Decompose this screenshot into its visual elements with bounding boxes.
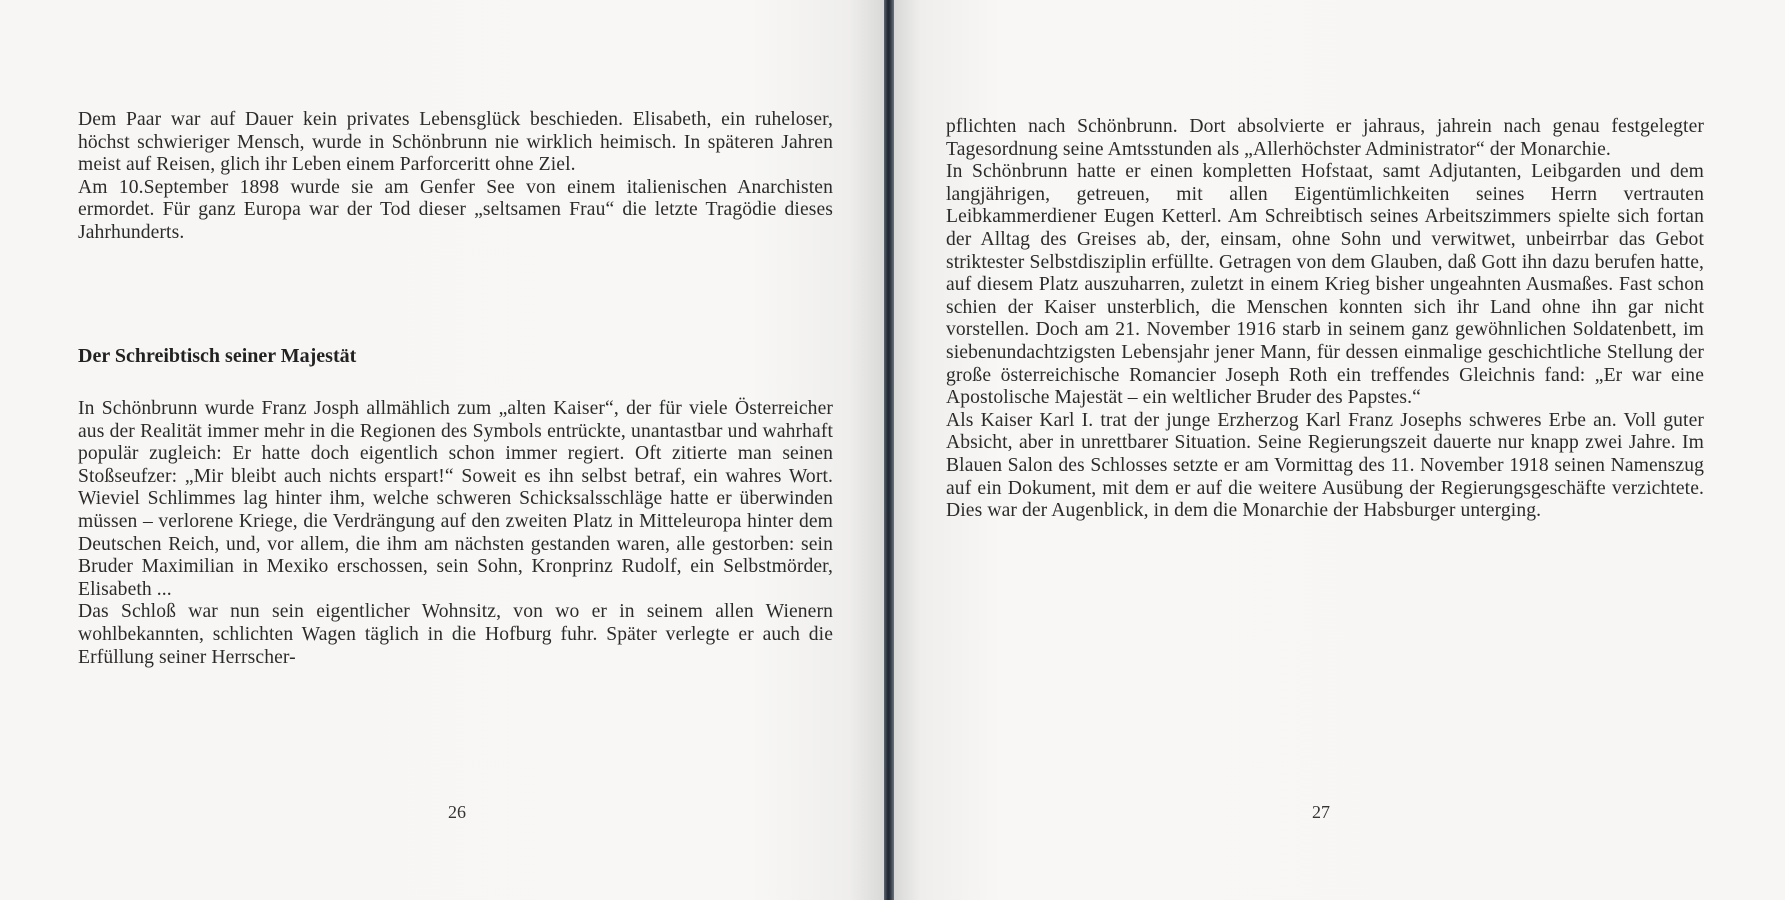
left-intro-text [78,109,833,245]
section-heading: Der Schreibtisch seiner Majestät [78,345,357,367]
book-spine [884,0,894,900]
left-paragraph-2: Am 10.September 1898 wurde sie am Genfer See von einem italienischen Anarchisten ermordet. Für ganz Europa war der Tod dieser „seltsamen Frau“ die letzte Tragödie dieses Jahrhunderts. [78,176,833,243]
left-paragraph-3: In Schönbrunn wurde Franz Josph allmählich zum „alten Kaiser“, der für viele Österreicher aus der Realität immer mehr in die Regionen des Symbols entrückte, unantastbar und wahrhaft populär zugleich: Er hatte doch eigentlich schon immer regiert. Oft zitierte man seinen Stoßseufzer: „Mir bleibt auch nichts erspart!“ Soweit es ihn selbst betraf, ein wahres Wort. Wieviel Schlimmes lag hinter ihm, welche schweren Schicksalsschläge hatte er überwinden müssen – verlorene Kriege, die Verdrängung auf den zweiten Platz in Mitteleuropa hinter dem Deutschen Reich, und, vor allem, die ihm am nächsten gestanden waren, alle gestorben: sein Bruder Maximilian in Mexiko erschossen, sein Sohn, Kronprinz Rudolf, ein Selbstmörder, Elisabeth ... [78,398,833,600]
page-number-right: 27 [1312,802,1330,822]
left-page [0,0,884,900]
right-text [946,116,1704,523]
right-paragraph-3: Als Kaiser Karl I. trat der junge Erzherzog Karl Franz Josephs schweres Erbe an. Voll guter Absicht, aber in unrettbarer Situation. Seine Regierungszeit dauerte nur knapp zwei Jahre. Im Blauen Salon des Schlosses setzte er am Vormittag des 11. November 1918 seinen Namenszug auf ein Dokument, mit dem er auf die weitere Ausübung der Regierungsgeschäfte verzichtete. Dies war der Augenblick, in dem die Monarchie der Habsburger unterging. [946,409,1704,522]
page-number-left: 26 [448,802,466,822]
left-paragraph-1: Dem Paar war auf Dauer kein privates Lebensglück beschieden. Elisabeth, ein ruheloser, höchst schwieriger Mensch, wurde in Schönbrunn nie wirklich heimisch. In späteren Jahren meist auf Reisen, glich ihr Leben einem Parforceritt ohne Ziel. [78,109,833,176]
left-section-text [78,398,833,669]
right-paragraph-1: pflichten nach Schönbrunn. Dort absolvierte er jahraus, jahrein nach genau festgelegter Tagesordnung seine Amtsstunden als „Allerhöchster Administrator“ der Monarchie. [946,116,1704,160]
left-paragraph-4: Das Schloß war nun sein eigentlicher Wohnsitz, von wo er in seinem allen Wienern wohlbekannten, schlichten Wagen täglich in die Hofburg fuhr. Später verlegte er auch die Erfüllung seiner Herrscher- [78,601,833,668]
right-paragraph-2: In Schönbrunn hatte er einen kompletten Hofstaat, samt Adjutanten, Leibgarden und dem langjährigen, getreuen, mit allen Eigentümlichkeiten seines Herrn vertrauten Leibkammerdiener Eugen Ketterl. Am Schreibtisch seines Arbeitszimmers spielte sich fortan der Alltag des Greises ab, der, einsam, ohne Sohn und verwitwet, unbeirrbar das Gebot striktester Selbstdisziplin erfüllte. Getragen von dem Glauben, daß Gott ihn dazu berufen hatte, auf diesem Platz auszuharren, zuletzt in einem Krieg bisher ungeahnten Ausmaßes. Fast schon schien der Kaiser unsterblich, die Menschen konnten sich ihr Land ohne ihn gar nicht vorstellen. Doch am 21. November 1916 starb in seinem ganz gewöhnlichen Soldatenbett, im siebenundachtzigsten Lebensjahr jener Mann, für dessen einmalige geschichtliche Stellung der große österreichische Romancier Joseph Roth ein treffendes Gleichnis fand: „Er war eine Apostolische Majestät – ein weltlicher Bruder des Papstes.“ [946,161,1704,409]
